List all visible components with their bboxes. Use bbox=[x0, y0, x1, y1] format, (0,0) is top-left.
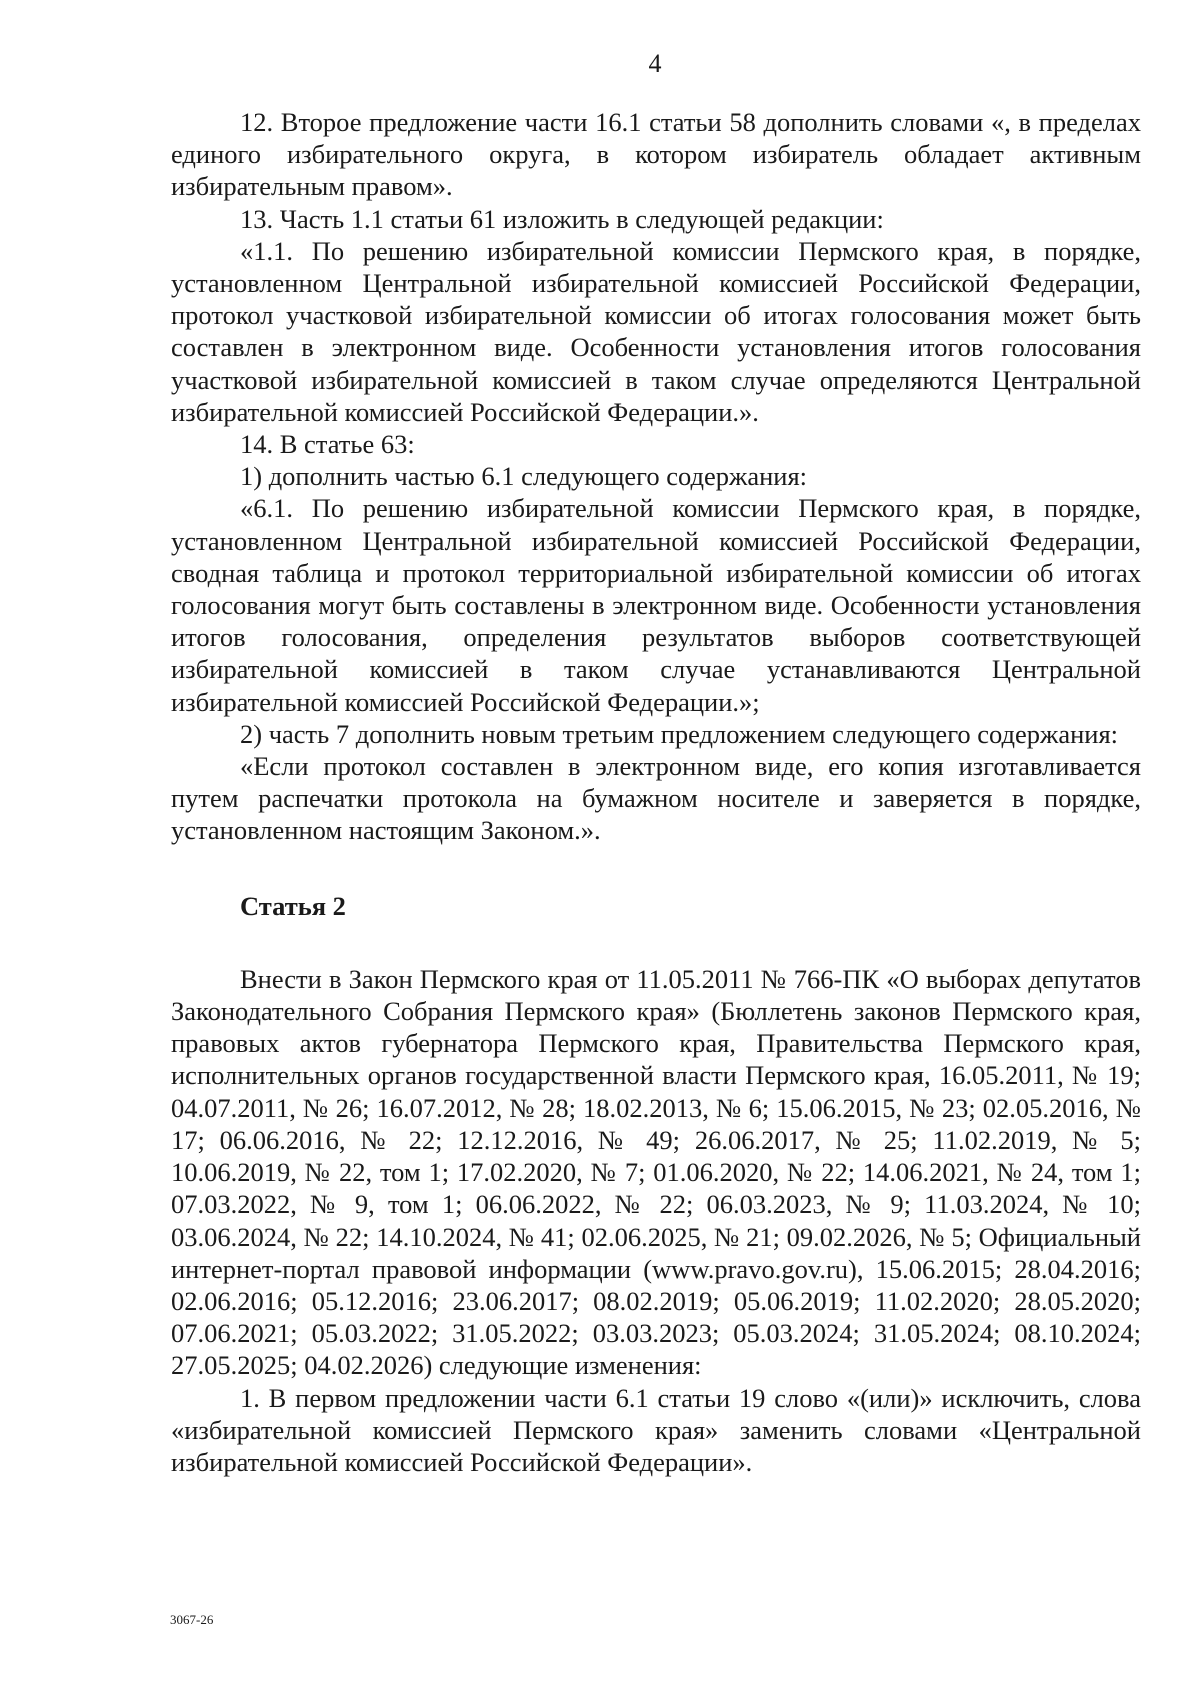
page-number: 4 bbox=[648, 49, 662, 78]
quote-1-1: «1.1. По решению избирательной комиссии Пермского края, в порядке, установленном Центральной избирательной комиссией Российской Федерации, протокол участковой избирательной комиссии об итогах голосования может быть составлен в электронном виде. Особенности установления итогов голосования участковой избирательной комиссией в таком случае определяются Центральной избирательной комиссией Российской Федерации.». bbox=[171, 235, 1141, 427]
quote-6-1: «6.1. По решению избирательной комиссии Пермского края, в порядке, установленном Центральной избирательной комиссией Российской Федерации, сводная таблица и протокол территориальной избирательной комиссии об итогах голосования могут быть составлены в электронном виде. Особенности установления итогов голосования, определения результатов выборов соответствующей избирательной комиссией в таком случае устанавливаются Центральной избирательной комиссией Российской Федерации.»; bbox=[171, 493, 1141, 717]
amendment-item-1: 1. В первом предложении части 6.1 статьи 19 слово «(или)» исключить, слова «избирательной комиссией Пермского края» заменить словами «Центральной избирательной комиссией Российской Федерации». bbox=[171, 1382, 1141, 1477]
article-heading: Статья 2 bbox=[240, 890, 346, 921]
paragraph-13: 13. Часть 1.1 статьи 61 изложить в следующей редакции: bbox=[240, 203, 884, 234]
paragraph-14: 14. В статье 63: bbox=[240, 429, 415, 460]
document-body bbox=[171, 106, 1141, 1478]
paragraph-12: 12. Второе предложение части 16.1 статьи 58 дополнить словами «, в пределах единого избирательного округа, в котором избиратель обладает активным избирательным правом». bbox=[171, 107, 1141, 202]
subitem-2: 2) часть 7 дополнить новым третьим предложением следующего содержания: bbox=[240, 718, 1119, 749]
quote-protocol: «Если протокол составлен в электронном виде, его копия изготавливается путем распечатки протокола на бумажном носителе и заверяется в порядке, установленном настоящим Законом.». bbox=[171, 751, 1141, 846]
subitem-1: 1) дополнить частью 6.1 следующего содержания: bbox=[240, 461, 807, 492]
amendment-intro: Внести в Закон Пермского края от 11.05.2011 № 766-ПК «О выборах депутатов Законодательного Собрания Пермского края» (Бюллетень законов Пермского края, правовых актов губернатора Пермского края, Правительства Пермского края, исполнительных органов государственной власти Пермского края, 16.05.2011, № 19; 04.07.2011, № 26; 16.07.2012, № 28; 18.02.2013, № 6; 15.06.2015, № 23; 02.05.2016, № 17; 06.06.2016, № 22; 12.12.2016, № 49; 26.06.2017, № 25; 11.02.2019, № 5; 10.06.2019, № 22, том 1; 17.02.2020, № 7; 01.06.2020, № 22; 14.06.2021, № 24, том 1; 07.03.2022, № 9, том 1; 06.06.2022, № 22; 06.03.2023, № 9; 11.03.2024, № 10; 03.06.2024, № 22; 14.10.2024, № 41; 02.06.2025, № 21; 09.02.2026, № 5; Официальный интернет-портал правовой информации (www.pravo.gov.ru), 15.06.2015; 28.04.2016; 02.06.2016; 05.12.2016; 23.06.2017; 08.02.2019; 05.06.2019; 11.02.2020; 28.05.2020; 07.06.2021; 05.03.2022; 31.05.2022; 03.03.2023; 05.03.2024; 31.05.2024; 08.10.2024; 27.05.2025; 04.02.2026) следующие изменения: bbox=[171, 963, 1141, 1381]
document-code: 3067-26 bbox=[170, 1612, 214, 1627]
